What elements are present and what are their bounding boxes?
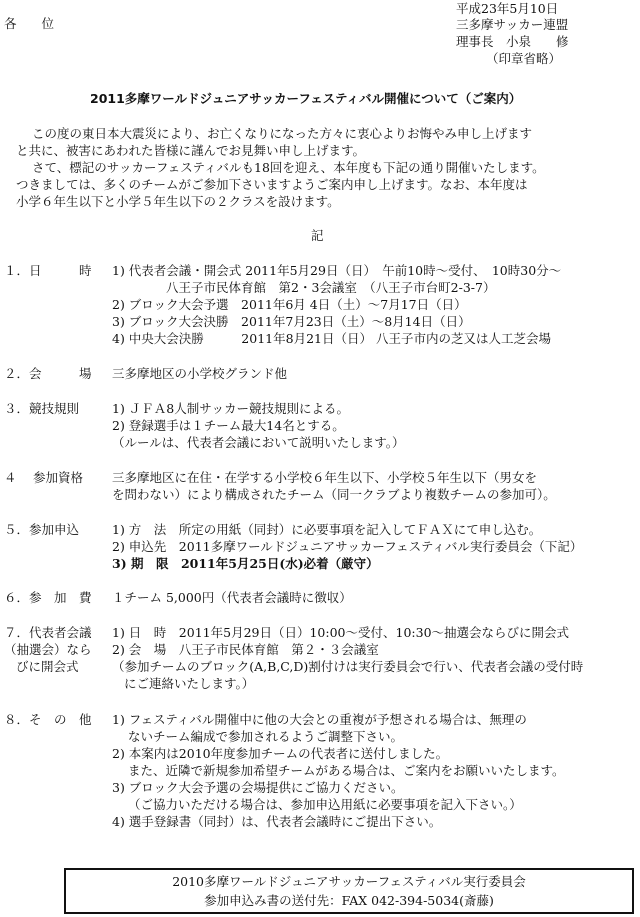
ki-heading: 記 bbox=[311, 228, 324, 243]
section-label-venue: ２．会 場 bbox=[4, 366, 92, 381]
chairman-name: 理事長 小泉 修 bbox=[456, 34, 569, 49]
fax-contact: 参加申込み書の送付先：FAX 042-394-5034(斎藤) bbox=[204, 893, 494, 908]
section-item: にご連絡いたします。） bbox=[124, 676, 255, 691]
section-label-datetime: １．日 時 bbox=[4, 263, 92, 278]
section-item: （参加チームのブロック(A,B,C,D)割付けは実行委員会で行い、代表者会議の受付時 bbox=[112, 659, 584, 674]
section-item: 2) ブロック大会予選 2011年6月 4日（土）～7月17日（日） bbox=[112, 297, 467, 312]
section-item: 3) ブロック大会決勝 2011年7月23日（土）～8月14日（日） bbox=[112, 314, 471, 329]
section-item: また、近隣で新規参加希望チームがある場合は、ご案内をお願いいたします。 bbox=[128, 763, 565, 778]
committee-name: 2010多摩ワールドジュニアサッカーフェスティバル実行委員会 bbox=[172, 874, 526, 889]
section-item: 1) 日 時 2011年5月29日（日）10:00～受付、10:30～抽選会ならびに開会式 bbox=[112, 625, 570, 640]
section-label-application: ５．参加申込 bbox=[4, 522, 80, 537]
section-item: 2) 申込先 2011多摩ワールドジュニアサッカーフェスティバル実行委員会（下記） bbox=[112, 539, 583, 554]
section-label-meeting: ７．代表者会議 bbox=[4, 625, 92, 640]
section-item: （ルールは、代表者会議において説明いたします。） bbox=[112, 435, 405, 450]
section-item: 3) 期 限 2011年5月25日(水)必着（厳守） bbox=[112, 556, 379, 571]
document-title: 2011多摩ワールドジュニアサッカーフェスティバル開催について（ご案内） bbox=[90, 91, 522, 106]
issue-date: 平成23年5月10日 bbox=[456, 1, 559, 16]
section-item: 三多摩地区に在住・在学する小学校６年生以下、小学校５年生以下（男女を bbox=[112, 470, 538, 485]
section-label-meeting: びに開会式 bbox=[16, 659, 79, 674]
section-label-rules: ３．競技規則 bbox=[4, 401, 80, 416]
intro-line: と共に、被害にあわれた皆様に謹んでお見舞い申し上げます。 bbox=[16, 143, 366, 158]
section-label-other: ８．そ の 他 bbox=[4, 712, 92, 727]
section-item: 2) 登録選手は１チーム最大14名とする。 bbox=[112, 418, 345, 433]
contact-box bbox=[64, 868, 634, 914]
section-item: 4) 選手登録書（同封）は、代表者会議時にご提出下さい。 bbox=[112, 814, 442, 829]
intro-line: つきましては、多くのチームがご参加下さいますようご案内申し上げます。なお、本年度は bbox=[16, 177, 528, 192]
section-item: ないチーム編成で参加されるようご調整下さい。 bbox=[128, 729, 404, 744]
seal-omitted-note: （印章省略） bbox=[486, 51, 562, 66]
section-item: 3) ブロック大会予選の会場提供にご協力ください。 bbox=[112, 780, 404, 795]
section-item: を問わない）により構成されたチーム（同一クラブより複数チームの参加可）。 bbox=[112, 487, 556, 502]
section-item: 八王子市民体育館 第2・3会議室 （八王子市台町2-3-7） bbox=[166, 280, 496, 295]
section-label-fee: ６．参 加 費 bbox=[4, 590, 92, 605]
section-item: 4) 中央大会決勝 2011年8月21日（日） 八王子市内の芝又は人工芝会場 bbox=[112, 331, 551, 346]
organization-name: 三多摩サッカー連盟 bbox=[456, 17, 569, 32]
section-item: １チーム 5,000円（代表者会議時に徴収） bbox=[112, 590, 352, 605]
intro-line: さて、標記のサッカーフェスティバルも18回を迎え、本年度も下記の通り開催いたします。 bbox=[32, 160, 545, 175]
section-item: 1) フェスティバル開催中に他の大会との重複が予想される場合は、無理の bbox=[112, 712, 527, 727]
section-item: 2) 本案内は2010年度参加チームの代表者に送付しました。 bbox=[112, 746, 449, 761]
addressee: 各 位 bbox=[4, 16, 55, 31]
section-item: 1) 方 法 所定の用紙（同封）に必要事項を記入してＦＡＸにて申し込む。 bbox=[112, 522, 542, 537]
intro-line: 小学６年生以下と小学５年生以下の２クラスを設けます。 bbox=[16, 194, 340, 209]
section-item: 三多摩地区の小学校グランド他 bbox=[112, 366, 288, 381]
section-item: 1) ＪＦＡ8人制サッカー競技規則による。 bbox=[112, 401, 350, 416]
section-label-eligibility: ４ 参加資格 bbox=[4, 470, 83, 485]
section-label-meeting: （抽選会）なら bbox=[4, 642, 92, 657]
section-item: 2) 会 場 八王子市民体育館 第２・３会議室 bbox=[112, 642, 379, 657]
section-item: 1) 代表者会議・開会式 2011年5月29日（日） 午前10時～受付、 10時30分～ bbox=[112, 263, 562, 278]
intro-line: この度の東日本大震災により、お亡くなりになった方々に衷心よりお悔やみ申し上げます bbox=[32, 126, 533, 141]
section-item: （ご協力いただける場合は、参加申込用紙に必要事項を記入下さい。） bbox=[128, 797, 522, 812]
